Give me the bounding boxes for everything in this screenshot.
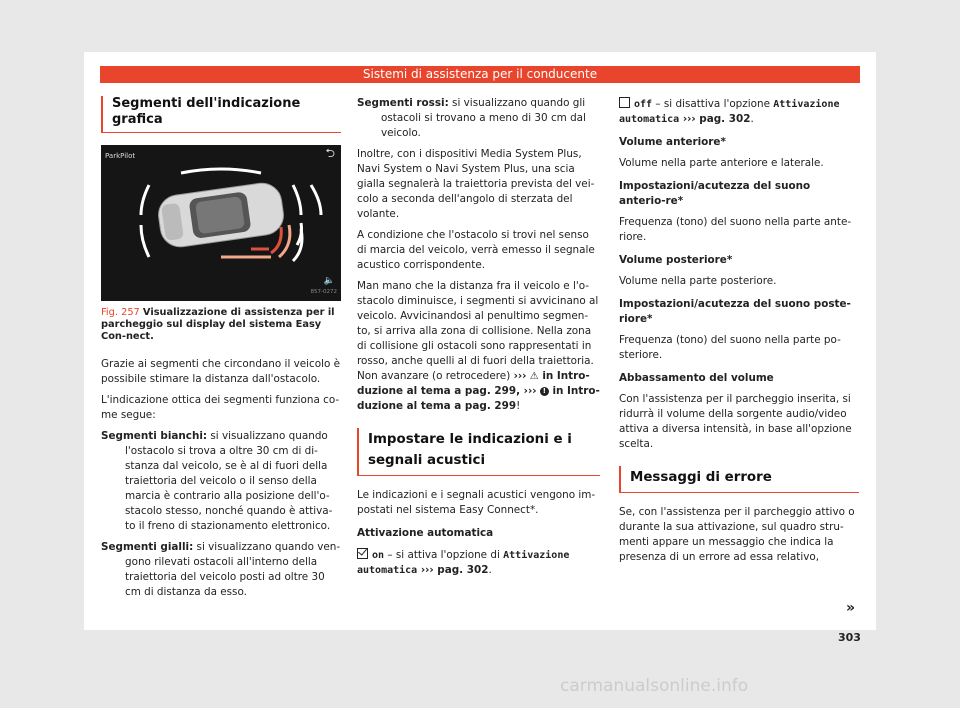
subheading: Volume anteriore*: [619, 136, 726, 148]
subheading: Impostazioni/acutezza del suono anterio-re*: [619, 180, 811, 207]
segment-white-front: [181, 169, 261, 173]
option-off: off – si disattiva l'opzione Attivazione automatica ››› pag. 302.: [619, 98, 840, 125]
car-top-view: [156, 181, 286, 250]
figure-label: Fig. 257: [101, 307, 140, 318]
figure-caption: [101, 307, 341, 343]
paragraph: A condizione che l'ostacolo si trovi nel senso di marcia del veicolo, verrà emesso il segnale acustico corrispondente.: [357, 229, 595, 271]
segment-white-left-rear: [141, 225, 149, 257]
paragraph: Se, con l'assistenza per il parcheggio attivo o durante la sua attivazione, sul quadro stru-menti appare un messaggio che indica la presenza di un errore ad essa relativo,: [619, 506, 855, 563]
subheading: Abbassamento del volume: [619, 372, 774, 384]
subheading: Volume posteriore*: [619, 254, 733, 266]
column-2: [357, 96, 600, 584]
paragraph: Grazie ai segmenti che circondano il veicolo è possibile stimare la distanza dall'ostacolo.: [101, 358, 341, 385]
watermark: carmanualsonline.info: [560, 676, 749, 696]
figure-title: ParkPilot: [105, 152, 136, 160]
paragraph: Frequenza (tono) del suono nella parte po-steriore.: [619, 334, 841, 361]
paragraph-warning: Man mano che la distanza fra il veicolo e l'o-stacolo diminuisce, i segmenti si avvicinano al veicolo. Avvicinandosi al penultimo segmen-to, si arriva alla zona di collisione. Nella zona di collisione gli ostacoli sono rappresentati in rosso, anche quelli al di fuori della traiettoria. Non avanzare (o retrocedere) ››› ⚠ in Intro-duzione al tema a pag. 299, ››› ! in Intro-duzione al tema a pag. 299!: [357, 280, 600, 412]
info-icon: !: [540, 387, 549, 396]
figure-code: 857-0272: [310, 289, 337, 295]
page-number: 303: [838, 631, 861, 644]
definition-white: Segmenti bianchi: si visualizzano quando l'ostacolo si trova a oltre 30 cm di di-stanza dal veicolo, se è al di fuori della traiettoria del veicolo o il senso della marcia è contrario alla posizione dell'o-stacolo stesso, nonché quando è attiva-to il freno di stazionamento elettronico.: [101, 430, 333, 532]
chapter-header: Sistemi di assistenza per il conducente: [100, 66, 860, 83]
subheading-auto-activation: Attivazione automatica: [357, 527, 494, 539]
caption-text: Visualizzazione di assistenza per il parcheggio sul display del sistema Easy Con-nect.: [101, 307, 335, 342]
paragraph: Con l'assistenza per il parcheggio inserita, si ridurrà il volume della sorgente audio/video attiva a diversa intensità, in base all'opzione scelta.: [619, 393, 852, 450]
paragraph: Volume nella parte posteriore.: [619, 275, 777, 287]
option-on: on – si attiva l'opzione di Attivazione automatica ››› pag. 302.: [357, 549, 570, 576]
cross-reference-link[interactable]: in Intro-duzione al tema a pag. 299: [357, 385, 600, 412]
subheading: Impostazioni/acutezza del suono poste-riore*: [619, 298, 851, 325]
checkbox-checked-icon: [357, 548, 368, 559]
section-heading-settings: Impostare le indicazioni e i segnali acustici: [357, 428, 600, 476]
page-reference-link[interactable]: ››› pag. 302: [417, 564, 489, 576]
column-3: [619, 96, 859, 571]
speaker-icon: 🔈: [323, 276, 335, 286]
paragraph: Volume nella parte anteriore e laterale.: [619, 157, 824, 169]
segment-white-right-outer: [311, 185, 321, 215]
column-1: [101, 96, 341, 606]
continue-arrow-icon: »: [846, 600, 856, 616]
definition-red: Segmenti rossi: si visualizzano quando gli ostacoli si trovano a meno di 30 cm dal veicolo.: [357, 97, 586, 139]
paragraph: L'indicazione ottica dei segmenti funziona co-me segue:: [101, 394, 340, 421]
warning-icon: ⚠: [529, 371, 539, 382]
car-diagram: [101, 145, 341, 301]
section-heading-errors: Messaggi di errore: [619, 466, 859, 493]
paragraph: Inoltre, con i dispositivi Media System Plus, Navi System o Navi System Plus, una scia gialla segnalerà la traiettoria prevista del vei-colo a seconda dell'angolo di sterzata del volante.: [357, 148, 595, 220]
checkbox-empty-icon: [619, 97, 630, 108]
page-reference-link[interactable]: ››› pag. 302: [679, 113, 751, 125]
paragraph: Le indicazioni e i segnali acustici vengono im-postati nel sistema Easy Connect*.: [357, 489, 596, 516]
section-heading-segments: Segmenti dell'indicazione grafica: [101, 96, 341, 133]
back-arrow-icon: ⮌: [325, 146, 335, 160]
segment-white-right-front: [293, 185, 301, 215]
segment-white-left-front: [141, 185, 149, 215]
definition-yellow: Segmenti gialli: si visualizzano quando ven-gono rilevati ostacoli all'interno della traiettoria del veicolo posti ad oltre 30 cm di distanza da esso.: [101, 541, 341, 598]
cross-reference-link[interactable]: in Intro-duzione al tema a pag. 299,: [357, 370, 590, 397]
paragraph: Frequenza (tono) del suono nella parte ante-riore.: [619, 216, 852, 243]
parkpilot-figure: [101, 145, 341, 301]
